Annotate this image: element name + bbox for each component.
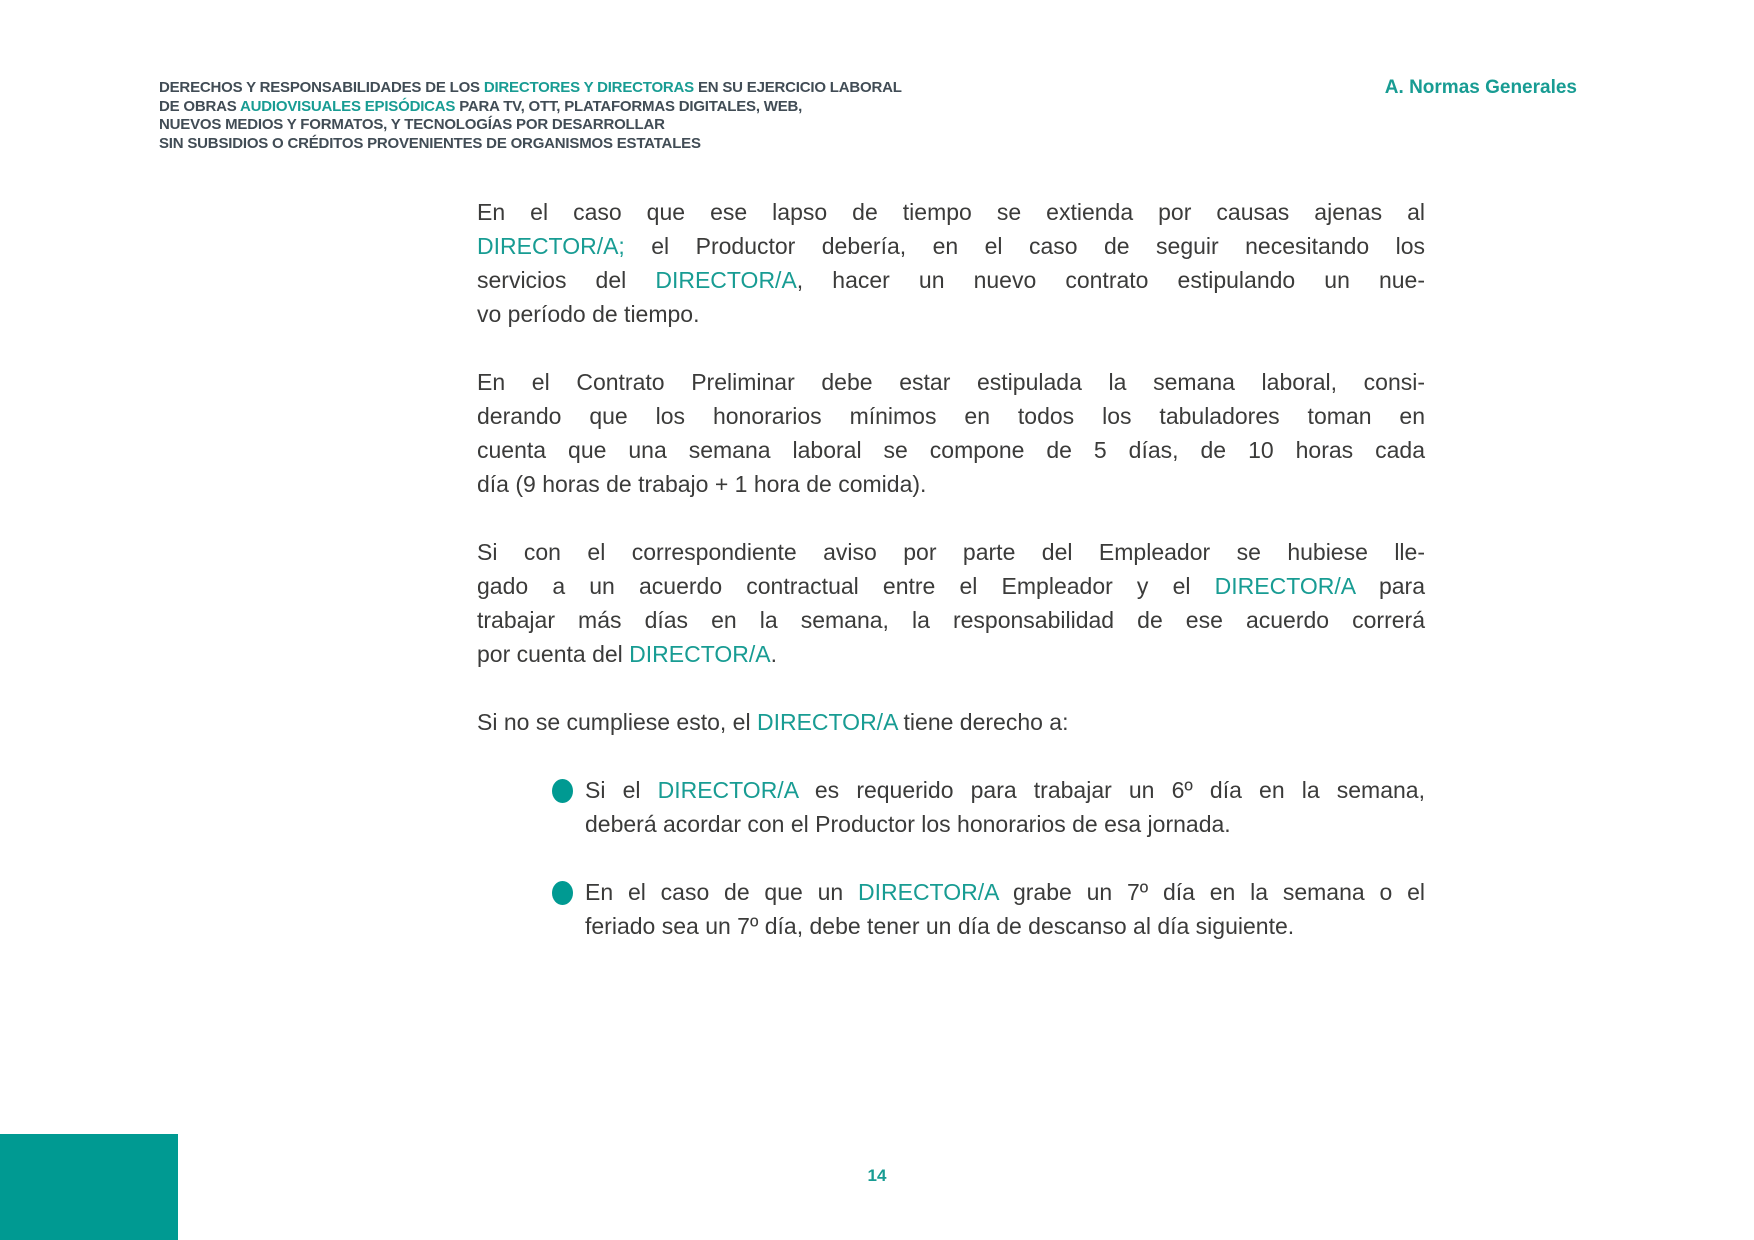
text-run: NUEVOS MEDIOS Y FORMATOS, Y TECNOLOGÍAS POR DESARROLLAR xyxy=(159,116,665,133)
page-number: 14 xyxy=(867,1166,887,1185)
bullet-dot-icon xyxy=(552,779,573,803)
text-run: día (9 horas de trabajo + 1 hora de comida). xyxy=(477,471,927,497)
paragraph xyxy=(477,535,1425,671)
text-run: SIN SUBSIDIOS O CRÉDITOS PROVENIENTES DE ORGANISMOS ESTATALES xyxy=(159,134,701,152)
text-run: En el Contrato Preliminar debe estar estipulada la semana laboral, consi- xyxy=(477,369,1425,395)
text-line xyxy=(585,773,1425,807)
corner-accent-block xyxy=(0,1134,178,1240)
paragraph xyxy=(477,195,1425,331)
text-run: para xyxy=(1354,573,1425,599)
accent-text: DIRECTOR/A xyxy=(629,641,771,667)
accent-text: DIRECTOR/A xyxy=(1214,573,1355,599)
bullet-text xyxy=(585,773,1425,841)
bullet-item xyxy=(477,773,1425,841)
bullet-text xyxy=(585,875,1425,943)
bullet-item xyxy=(477,875,1425,943)
text-line xyxy=(477,195,1425,229)
section-label: A. Normas Generales xyxy=(1384,77,1577,98)
accent-text: DIRECTOR/A xyxy=(756,709,898,735)
text-line xyxy=(477,603,1425,637)
text-run: vo período de tiempo. xyxy=(477,301,700,327)
text-line xyxy=(477,705,1425,739)
text-line xyxy=(159,79,919,98)
text-run: En el caso de que un xyxy=(585,879,858,905)
text-run: gado a un acuerdo contractual entre el Empleador y el xyxy=(477,573,1215,599)
text-run: Si el xyxy=(585,777,658,803)
paragraph-text xyxy=(477,195,1425,331)
accent-text: DIRECTOR/A xyxy=(655,267,797,293)
text-run: derando que los honorarios mínimos en todos los tabuladores toman en xyxy=(477,403,1425,429)
text-run: servicios del xyxy=(477,267,656,293)
text-line xyxy=(585,875,1425,909)
text-line xyxy=(477,263,1425,297)
text-run: grabe un 7º día en la semana o el xyxy=(998,879,1425,905)
text-run: En el caso que ese lapso de tiempo se extienda por causas ajenas al xyxy=(477,199,1425,225)
paragraph-text xyxy=(477,535,1425,671)
text-line xyxy=(159,116,919,135)
header-title xyxy=(159,79,919,153)
text-line xyxy=(585,807,1425,841)
accent-text: DIRECTOR/A xyxy=(858,879,999,905)
text-run: feriado sea un 7º día, debe tener un día de descanso al día siguiente. xyxy=(585,913,1295,939)
text-run: cuenta que una semana laboral se compone de 5 días, de 10 horas cada xyxy=(477,437,1425,463)
text-line xyxy=(477,569,1425,603)
text-run: deberá acordar con el Productor los honorarios de esa jornada. xyxy=(585,811,1231,837)
paragraph-text xyxy=(477,365,1425,501)
text-line xyxy=(477,365,1425,399)
text-line xyxy=(159,98,919,117)
text-run: PARA TV, OTT, PLATAFORMAS DIGITALES, WEB, xyxy=(455,97,803,115)
text-line xyxy=(477,399,1425,433)
paragraph xyxy=(477,705,1425,739)
text-run: trabajar más días en la semana, la responsabilidad de ese acuerdo correrá xyxy=(477,607,1425,633)
text-run: tiene derecho a: xyxy=(897,709,1069,735)
text-line xyxy=(477,229,1425,263)
text-run: Si no se cumpliese esto, el xyxy=(477,709,757,735)
paragraph-text xyxy=(477,705,1425,739)
text-line xyxy=(585,909,1425,943)
accent-text: AUDIOVISUALES EPISÓDICAS xyxy=(240,97,456,115)
text-run: Si con el correspondiente aviso por parte del Empleador se hubiese lle- xyxy=(477,539,1425,565)
text-run: DE OBRAS xyxy=(159,97,240,115)
text-run: por cuenta del xyxy=(477,641,630,667)
text-run: , hacer un nuevo contrato estipulando un nue- xyxy=(796,267,1426,293)
text-line xyxy=(477,637,1425,671)
text-line xyxy=(159,135,919,154)
body-content xyxy=(477,195,1425,977)
text-run: EN SU EJERCICIO LABORAL xyxy=(693,79,902,96)
accent-text: DIRECTOR/A xyxy=(657,777,798,803)
text-run: . xyxy=(770,641,777,667)
accent-text: DIRECTORES Y DIRECTORAS xyxy=(483,79,694,96)
bullet-dot-icon xyxy=(552,881,573,905)
text-line xyxy=(477,535,1425,569)
accent-text: DIRECTOR/A; xyxy=(477,233,625,259)
text-run: el Productor debería, en el caso de seguir necesitando los xyxy=(624,233,1425,259)
text-run: DERECHOS Y RESPONSABILIDADES DE LOS xyxy=(159,79,484,96)
text-line xyxy=(477,297,1425,331)
paragraph xyxy=(477,365,1425,501)
text-line xyxy=(477,433,1425,467)
text-run: es requerido para trabajar un 6º día en la semana, xyxy=(797,777,1425,803)
text-line xyxy=(477,467,1425,501)
